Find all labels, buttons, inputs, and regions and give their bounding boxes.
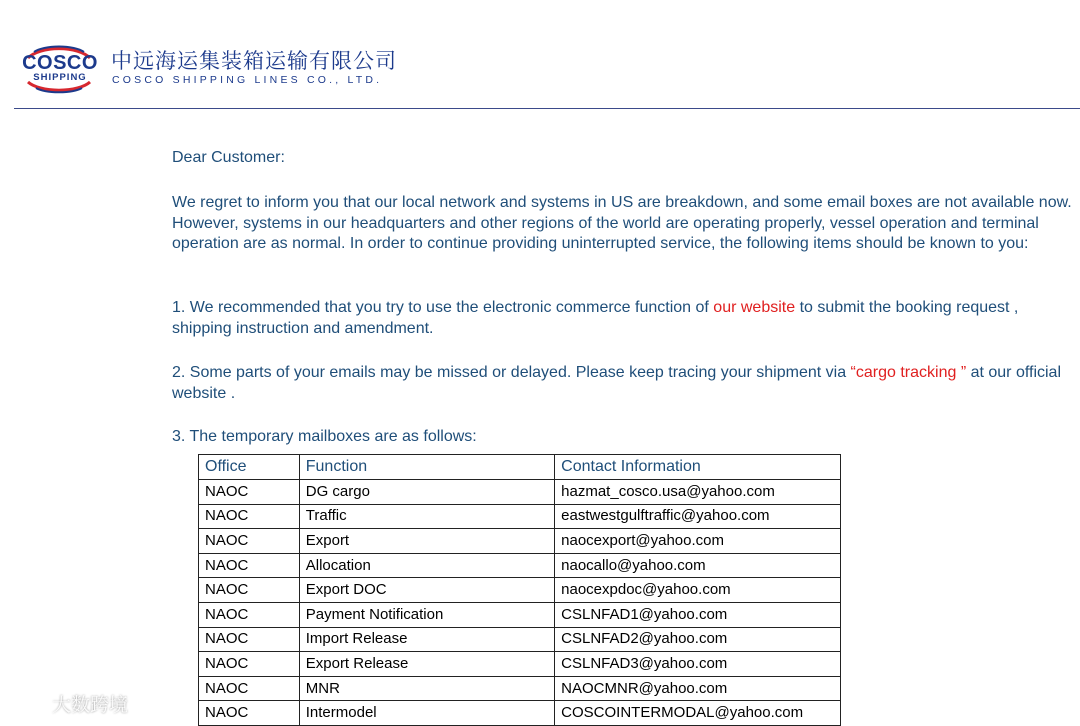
function-cell: Intermodel — [299, 701, 554, 726]
email-cell[interactable]: CSLNFAD1@yahoo.com — [555, 602, 841, 627]
chat-bubble-icon — [8, 690, 48, 721]
function-cell: Import Release — [299, 627, 554, 652]
email-cell[interactable]: COSCOINTERMODAL@yahoo.com — [555, 701, 841, 726]
office-cell: NAOC — [199, 578, 300, 603]
function-cell: DG cargo — [299, 480, 554, 505]
watermark — [8, 690, 128, 718]
office-cell: NAOC — [199, 529, 300, 554]
office-cell: NAOC — [199, 676, 300, 701]
email-cell[interactable]: naocexport@yahoo.com — [555, 529, 841, 554]
company-name-chinese: 中远海运集装箱运输有限公司 — [111, 49, 397, 73]
function-cell: MNR — [299, 676, 554, 701]
table-header-row — [199, 455, 841, 480]
header-contact: Contact Information — [555, 455, 841, 480]
item-3: 3. The temporary mailboxes are as follows: — [172, 428, 477, 445]
function-cell: Allocation — [299, 553, 554, 578]
header-office: Office — [199, 455, 300, 480]
table-row — [199, 676, 841, 701]
table-row — [199, 529, 841, 554]
office-cell: NAOC — [199, 504, 300, 529]
logo-subword: SHIPPING — [33, 72, 87, 83]
item-2 — [172, 363, 1072, 404]
table-row — [199, 627, 841, 652]
greeting: Dear Customer: — [172, 149, 285, 166]
header-divider — [14, 108, 1080, 109]
table-row — [199, 652, 841, 677]
function-cell: Export — [299, 529, 554, 554]
email-cell[interactable]: CSLNFAD3@yahoo.com — [555, 652, 841, 677]
office-cell: NAOC — [199, 701, 300, 726]
item-2-text-end: at our official website . — [172, 364, 1062, 402]
watermark-text: 大数跨境 — [52, 694, 129, 716]
item-1-text-end: to submit the booking request , shipping instruction and amendment. — [172, 299, 1019, 337]
office-cell: NAOC — [199, 553, 300, 578]
function-cell: Payment Notification — [299, 602, 554, 627]
intro-paragraph: We regret to inform you that our local network and systems in US are breakdown, and some email boxes are not available now. However, systems in our headquarters and other regions of the world are operating properly, vessel operation and terminal operation are as normal. In order to continue providing uninterrupted service, the following items should be known to you: — [172, 194, 1072, 252]
letterhead — [0, 0, 1080, 110]
company-name-english: COSCO SHIPPING LINES CO., LTD. — [112, 74, 383, 86]
function-cell: Traffic — [299, 504, 554, 529]
email-cell[interactable]: eastwestgulftraffic@yahoo.com — [555, 504, 841, 529]
table-row — [199, 553, 841, 578]
logo-wordmark: COSCO — [22, 52, 98, 74]
email-cell[interactable]: naocexpdoc@yahoo.com — [555, 578, 841, 603]
email-cell[interactable]: naocallo@yahoo.com — [555, 553, 841, 578]
cosco-shipping-logo — [14, 40, 104, 96]
our-website-link[interactable]: our website — [713, 299, 796, 316]
table-row — [199, 701, 841, 726]
cargo-tracking-link[interactable]: “cargo tracking ” — [850, 364, 967, 381]
table-row — [199, 480, 841, 505]
mailbox-table — [198, 454, 841, 726]
email-cell[interactable]: NAOCMNR@yahoo.com — [555, 676, 841, 701]
email-cell[interactable]: CSLNFAD2@yahoo.com — [555, 627, 841, 652]
email-cell[interactable]: hazmat_cosco.usa@yahoo.com — [555, 480, 841, 505]
table-row — [199, 602, 841, 627]
office-cell: NAOC — [199, 627, 300, 652]
office-cell: NAOC — [199, 652, 300, 677]
item-1-text-start: 1. We recommended that you try to use the electronic commerce function of — [172, 299, 714, 316]
table-row — [199, 578, 841, 603]
function-cell: Export Release — [299, 652, 554, 677]
office-cell: NAOC — [199, 480, 300, 505]
function-cell: Export DOC — [299, 578, 554, 603]
item-1 — [172, 298, 1072, 339]
header-function: Function — [299, 455, 554, 480]
table-row — [199, 504, 841, 529]
item-2-text-start: 2. Some parts of your emails may be missed or delayed. Please keep tracing your shipment via — [172, 364, 851, 381]
office-cell: NAOC — [199, 602, 300, 627]
